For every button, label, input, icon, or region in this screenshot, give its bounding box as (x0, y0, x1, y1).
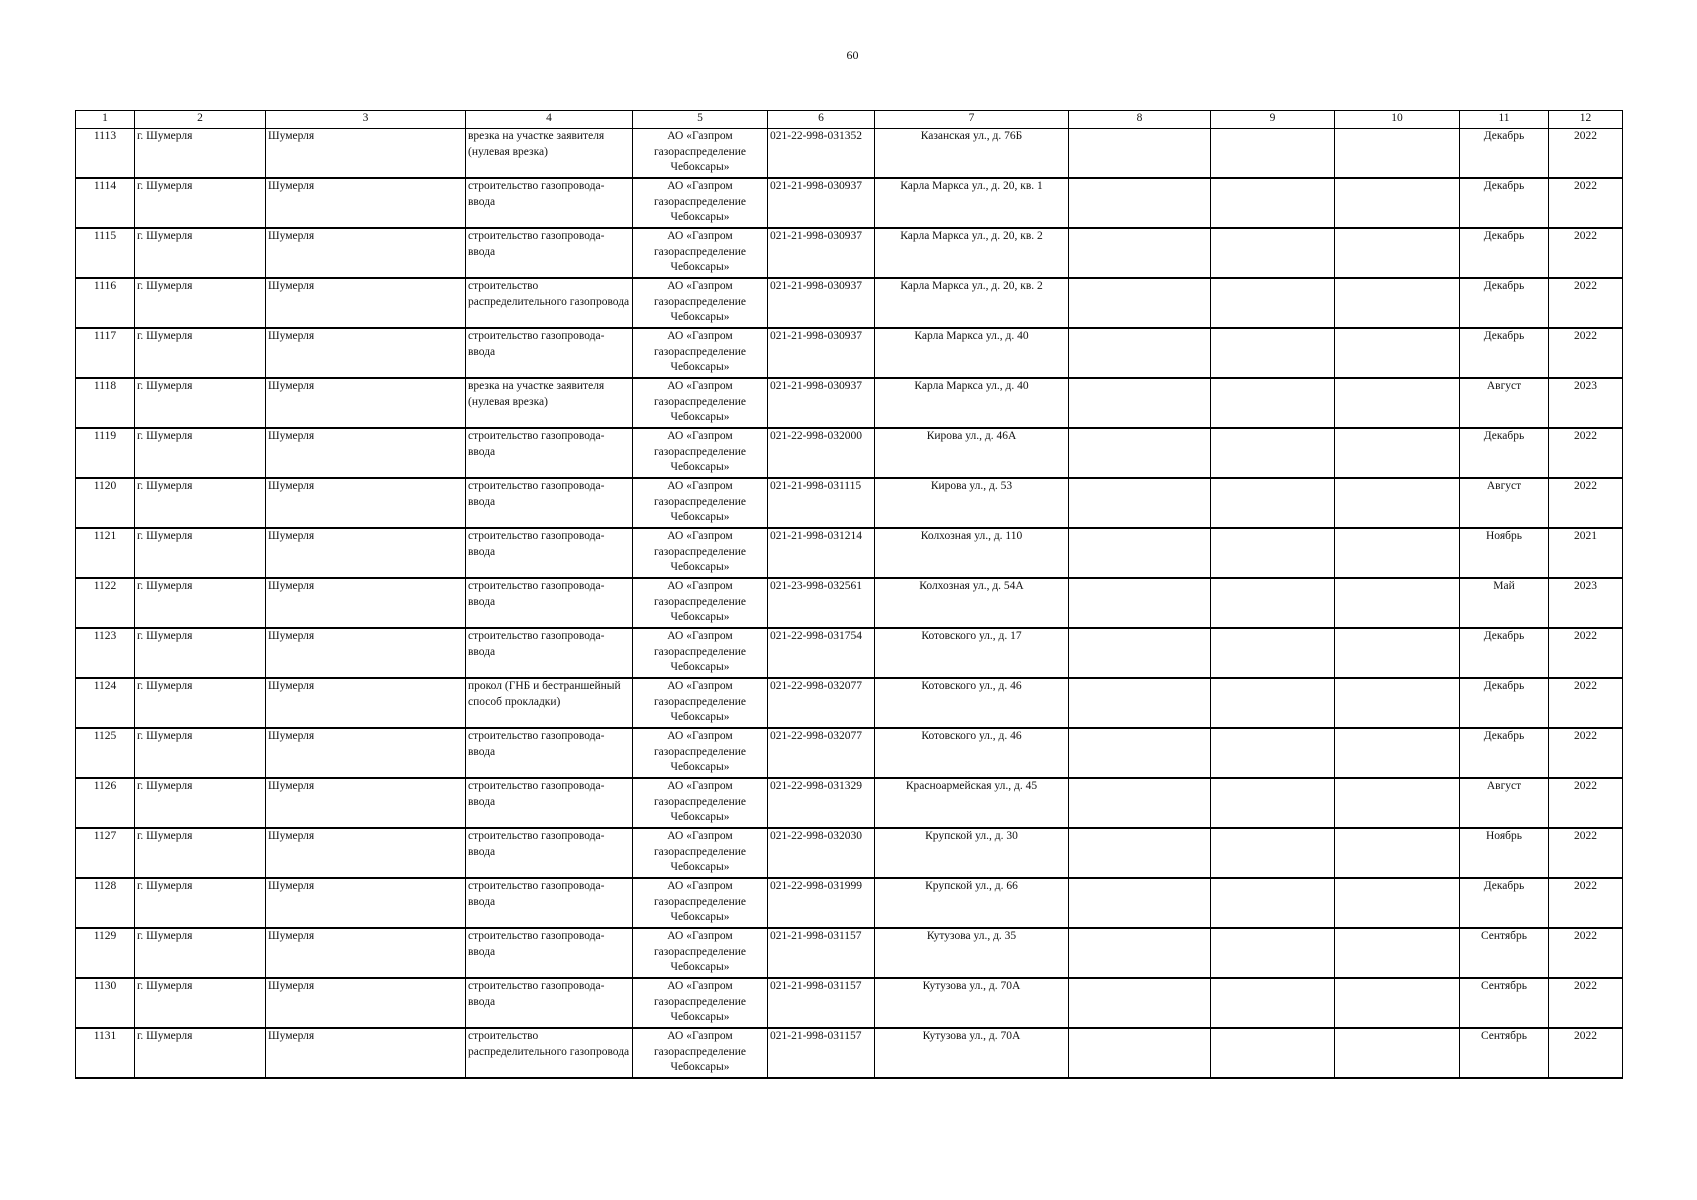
cell-settlement: г. Шумерля (135, 928, 266, 978)
cell-year: 2023 (1549, 578, 1623, 628)
cell-application-number: 021-22-998-032077 (768, 728, 875, 778)
cell-settlement: г. Шумерля (135, 678, 266, 728)
cell-col-10 (1335, 978, 1460, 1028)
cell-application-number: 021-22-998-031754 (768, 628, 875, 678)
cell-col-8 (1069, 828, 1211, 878)
cell-application-number: 021-22-998-031999 (768, 878, 875, 928)
cell-settlement: г. Шумерля (135, 1028, 266, 1078)
cell-organization: АО «Газпром газораспределение Чебоксары» (633, 728, 768, 778)
column-header-11: 11 (1460, 111, 1549, 129)
header-row (76, 111, 1623, 129)
cell-district: Шумерля (266, 978, 466, 1028)
cell-month: Декабрь (1460, 628, 1549, 678)
cell-col-8 (1069, 578, 1211, 628)
cell-work-type: строительство газопровода-ввода (466, 928, 633, 978)
cell-district: Шумерля (266, 778, 466, 828)
table-row (76, 878, 1623, 928)
cell-organization: АО «Газпром газораспределение Чебоксары» (633, 678, 768, 728)
cell-organization: АО «Газпром газораспределение Чебоксары» (633, 228, 768, 278)
table-row (76, 528, 1623, 578)
cell-application-number: 021-22-998-031352 (768, 129, 875, 179)
cell-month: Декабрь (1460, 878, 1549, 928)
cell-application-number: 021-22-998-032030 (768, 828, 875, 878)
cell-settlement: г. Шумерля (135, 828, 266, 878)
cell-district: Шумерля (266, 378, 466, 428)
cell-work-type: строительство газопровода-ввода (466, 828, 633, 878)
cell-month: Август (1460, 778, 1549, 828)
cell-district: Шумерля (266, 278, 466, 328)
cell-col-8 (1069, 428, 1211, 478)
cell-address: Котовского ул., д. 17 (875, 628, 1069, 678)
cell-work-type: строительство газопровода-ввода (466, 178, 633, 228)
table-body (76, 129, 1623, 1079)
cell-address: Кутузова ул., д. 70А (875, 978, 1069, 1028)
cell-year: 2022 (1549, 228, 1623, 278)
cell-work-type: строительство распределительного газопровода (466, 1028, 633, 1078)
table-row (76, 478, 1623, 528)
cell-col-9 (1211, 328, 1335, 378)
cell-work-type: прокол (ГНБ и бестраншейный способ прокладки) (466, 678, 633, 728)
cell-col-10 (1335, 578, 1460, 628)
cell-district: Шумерля (266, 478, 466, 528)
column-header-5: 5 (633, 111, 768, 129)
cell-application-number: 021-21-998-030937 (768, 278, 875, 328)
cell-row-number: 1115 (76, 228, 135, 278)
cell-year: 2022 (1549, 778, 1623, 828)
cell-row-number: 1119 (76, 428, 135, 478)
cell-address: Карла Маркса ул., д. 20, кв. 2 (875, 278, 1069, 328)
cell-col-9 (1211, 1028, 1335, 1078)
cell-organization: АО «Газпром газораспределение Чебоксары» (633, 129, 768, 179)
cell-year: 2022 (1549, 478, 1623, 528)
cell-organization: АО «Газпром газораспределение Чебоксары» (633, 428, 768, 478)
cell-year: 2022 (1549, 678, 1623, 728)
cell-col-10 (1335, 928, 1460, 978)
cell-address: Карла Маркса ул., д. 40 (875, 328, 1069, 378)
cell-col-9 (1211, 278, 1335, 328)
cell-application-number: 021-21-998-031157 (768, 978, 875, 1028)
table-row (76, 728, 1623, 778)
cell-col-10 (1335, 228, 1460, 278)
cell-work-type: строительство газопровода-ввода (466, 478, 633, 528)
cell-col-8 (1069, 478, 1211, 528)
table-row (76, 378, 1623, 428)
cell-application-number: 021-21-998-031214 (768, 528, 875, 578)
cell-row-number: 1125 (76, 728, 135, 778)
cell-organization: АО «Газпром газораспределение Чебоксары» (633, 778, 768, 828)
cell-col-9 (1211, 878, 1335, 928)
cell-year: 2022 (1549, 628, 1623, 678)
cell-row-number: 1129 (76, 928, 135, 978)
cell-row-number: 1126 (76, 778, 135, 828)
cell-month: Август (1460, 378, 1549, 428)
cell-col-8 (1069, 878, 1211, 928)
cell-row-number: 1122 (76, 578, 135, 628)
cell-address: Кирова ул., д. 53 (875, 478, 1069, 528)
cell-col-9 (1211, 828, 1335, 878)
cell-organization: АО «Газпром газораспределение Чебоксары» (633, 1028, 768, 1078)
cell-col-8 (1069, 528, 1211, 578)
cell-col-9 (1211, 178, 1335, 228)
cell-year: 2022 (1549, 178, 1623, 228)
cell-settlement: г. Шумерля (135, 129, 266, 179)
cell-organization: АО «Газпром газораспределение Чебоксары» (633, 328, 768, 378)
cell-address: Казанская ул., д. 76Б (875, 129, 1069, 179)
cell-organization: АО «Газпром газораспределение Чебоксары» (633, 278, 768, 328)
column-header-2: 2 (135, 111, 266, 129)
cell-col-8 (1069, 678, 1211, 728)
cell-organization: АО «Газпром газораспределение Чебоксары» (633, 578, 768, 628)
cell-address: Карла Маркса ул., д. 20, кв. 1 (875, 178, 1069, 228)
table-row (76, 1028, 1623, 1078)
cell-organization: АО «Газпром газораспределение Чебоксары» (633, 828, 768, 878)
cell-col-9 (1211, 728, 1335, 778)
cell-col-9 (1211, 428, 1335, 478)
cell-col-8 (1069, 1028, 1211, 1078)
cell-col-10 (1335, 378, 1460, 428)
cell-col-8 (1069, 328, 1211, 378)
cell-row-number: 1118 (76, 378, 135, 428)
column-header-10: 10 (1335, 111, 1460, 129)
cell-year: 2023 (1549, 378, 1623, 428)
table-row (76, 678, 1623, 728)
cell-application-number: 021-23-998-032561 (768, 578, 875, 628)
cell-settlement: г. Шумерля (135, 278, 266, 328)
table-row (76, 328, 1623, 378)
register-table (75, 110, 1623, 1079)
cell-application-number: 021-21-998-030937 (768, 328, 875, 378)
cell-organization: АО «Газпром газораспределение Чебоксары» (633, 878, 768, 928)
cell-row-number: 1123 (76, 628, 135, 678)
cell-month: Август (1460, 478, 1549, 528)
column-header-12: 12 (1549, 111, 1623, 129)
cell-address: Котовского ул., д. 46 (875, 728, 1069, 778)
cell-col-10 (1335, 478, 1460, 528)
cell-col-10 (1335, 278, 1460, 328)
cell-col-10 (1335, 728, 1460, 778)
cell-district: Шумерля (266, 528, 466, 578)
cell-year: 2021 (1549, 528, 1623, 578)
cell-year: 2022 (1549, 728, 1623, 778)
cell-col-8 (1069, 728, 1211, 778)
cell-year: 2022 (1549, 928, 1623, 978)
cell-district: Шумерля (266, 428, 466, 478)
cell-district: Шумерля (266, 578, 466, 628)
cell-work-type: строительство газопровода-ввода (466, 728, 633, 778)
cell-application-number: 021-21-998-031157 (768, 1028, 875, 1078)
cell-col-8 (1069, 778, 1211, 828)
cell-organization: АО «Газпром газораспределение Чебоксары» (633, 178, 768, 228)
cell-district: Шумерля (266, 129, 466, 179)
cell-district: Шумерля (266, 728, 466, 778)
cell-settlement: г. Шумерля (135, 628, 266, 678)
cell-work-type: строительство распределительного газопровода (466, 278, 633, 328)
cell-address: Кирова ул., д. 46А (875, 428, 1069, 478)
column-header-3: 3 (266, 111, 466, 129)
cell-work-type: строительство газопровода-ввода (466, 978, 633, 1028)
cell-settlement: г. Шумерля (135, 778, 266, 828)
page-number: 60 (846, 48, 859, 62)
cell-organization: АО «Газпром газораспределение Чебоксары» (633, 928, 768, 978)
cell-row-number: 1117 (76, 328, 135, 378)
column-header-6: 6 (768, 111, 875, 129)
cell-row-number: 1131 (76, 1028, 135, 1078)
cell-col-8 (1069, 628, 1211, 678)
cell-work-type: врезка на участке заявителя (нулевая врезка) (466, 129, 633, 179)
cell-address: Красноармейская ул., д. 45 (875, 778, 1069, 828)
cell-application-number: 021-22-998-031329 (768, 778, 875, 828)
cell-col-10 (1335, 828, 1460, 878)
cell-address: Крупской ул., д. 66 (875, 878, 1069, 928)
cell-col-8 (1069, 178, 1211, 228)
cell-month: Сентябрь (1460, 1028, 1549, 1078)
cell-col-8 (1069, 228, 1211, 278)
cell-row-number: 1130 (76, 978, 135, 1028)
cell-col-9 (1211, 228, 1335, 278)
cell-application-number: 021-22-998-032077 (768, 678, 875, 728)
cell-month: Декабрь (1460, 278, 1549, 328)
cell-address: Колхозная ул., д. 54А (875, 578, 1069, 628)
cell-col-9 (1211, 478, 1335, 528)
cell-work-type: строительство газопровода-ввода (466, 628, 633, 678)
cell-row-number: 1113 (76, 129, 135, 179)
cell-year: 2022 (1549, 978, 1623, 1028)
cell-address: Карла Маркса ул., д. 20, кв. 2 (875, 228, 1069, 278)
cell-col-10 (1335, 328, 1460, 378)
cell-address: Колхозная ул., д. 110 (875, 528, 1069, 578)
cell-col-10 (1335, 678, 1460, 728)
cell-year: 2022 (1549, 328, 1623, 378)
cell-settlement: г. Шумерля (135, 328, 266, 378)
cell-work-type: строительство газопровода-ввода (466, 428, 633, 478)
cell-col-9 (1211, 528, 1335, 578)
cell-col-9 (1211, 578, 1335, 628)
cell-col-10 (1335, 628, 1460, 678)
cell-organization: АО «Газпром газораспределение Чебоксары» (633, 378, 768, 428)
table-row (76, 178, 1623, 228)
cell-address: Карла Маркса ул., д. 40 (875, 378, 1069, 428)
cell-row-number: 1128 (76, 878, 135, 928)
cell-row-number: 1120 (76, 478, 135, 528)
cell-month: Декабрь (1460, 428, 1549, 478)
cell-col-10 (1335, 778, 1460, 828)
column-header-8: 8 (1069, 111, 1211, 129)
cell-organization: АО «Газпром газораспределение Чебоксары» (633, 478, 768, 528)
table-row (76, 978, 1623, 1028)
cell-address: Кутузова ул., д. 35 (875, 928, 1069, 978)
cell-district: Шумерля (266, 678, 466, 728)
cell-month: Сентябрь (1460, 978, 1549, 1028)
cell-year: 2022 (1549, 278, 1623, 328)
column-header-4: 4 (466, 111, 633, 129)
cell-month: Декабрь (1460, 228, 1549, 278)
cell-application-number: 021-21-998-030937 (768, 178, 875, 228)
column-header-7: 7 (875, 111, 1069, 129)
cell-settlement: г. Шумерля (135, 228, 266, 278)
cell-work-type: врезка на участке заявителя (нулевая врезка) (466, 378, 633, 428)
cell-month: Декабрь (1460, 678, 1549, 728)
cell-district: Шумерля (266, 828, 466, 878)
cell-application-number: 021-21-998-030937 (768, 228, 875, 278)
cell-address: Кутузова ул., д. 70А (875, 1028, 1069, 1078)
cell-settlement: г. Шумерля (135, 578, 266, 628)
cell-col-10 (1335, 129, 1460, 179)
table-row (76, 428, 1623, 478)
cell-col-10 (1335, 528, 1460, 578)
table-row (76, 278, 1623, 328)
cell-work-type: строительство газопровода-ввода (466, 328, 633, 378)
table-row (76, 228, 1623, 278)
cell-work-type: строительство газопровода-ввода (466, 878, 633, 928)
cell-application-number: 021-21-998-031157 (768, 928, 875, 978)
cell-row-number: 1127 (76, 828, 135, 878)
cell-row-number: 1114 (76, 178, 135, 228)
cell-col-10 (1335, 878, 1460, 928)
table-row (76, 778, 1623, 828)
cell-month: Сентябрь (1460, 928, 1549, 978)
cell-month: Декабрь (1460, 328, 1549, 378)
table-row (76, 928, 1623, 978)
cell-organization: АО «Газпром газораспределение Чебоксары» (633, 528, 768, 578)
cell-work-type: строительство газопровода-ввода (466, 578, 633, 628)
cell-month: Декабрь (1460, 728, 1549, 778)
table-row (76, 828, 1623, 878)
cell-district: Шумерля (266, 178, 466, 228)
cell-year: 2022 (1549, 428, 1623, 478)
cell-address: Крупской ул., д. 30 (875, 828, 1069, 878)
cell-col-9 (1211, 378, 1335, 428)
cell-settlement: г. Шумерля (135, 978, 266, 1028)
cell-application-number: 021-21-998-030937 (768, 378, 875, 428)
cell-year: 2022 (1549, 1028, 1623, 1078)
cell-settlement: г. Шумерля (135, 478, 266, 528)
cell-settlement: г. Шумерля (135, 428, 266, 478)
cell-application-number: 021-21-998-031115 (768, 478, 875, 528)
cell-district: Шумерля (266, 928, 466, 978)
cell-application-number: 021-22-998-032000 (768, 428, 875, 478)
cell-month: Ноябрь (1460, 528, 1549, 578)
table-row (76, 628, 1623, 678)
cell-address: Котовского ул., д. 46 (875, 678, 1069, 728)
cell-settlement: г. Шумерля (135, 528, 266, 578)
column-header-1: 1 (76, 111, 135, 129)
cell-settlement: г. Шумерля (135, 178, 266, 228)
cell-district: Шумерля (266, 228, 466, 278)
cell-col-9 (1211, 978, 1335, 1028)
cell-row-number: 1121 (76, 528, 135, 578)
cell-row-number: 1116 (76, 278, 135, 328)
cell-col-10 (1335, 178, 1460, 228)
cell-row-number: 1124 (76, 678, 135, 728)
cell-col-10 (1335, 428, 1460, 478)
cell-work-type: строительство газопровода-ввода (466, 778, 633, 828)
cell-col-9 (1211, 129, 1335, 179)
cell-col-9 (1211, 628, 1335, 678)
cell-district: Шумерля (266, 1028, 466, 1078)
cell-settlement: г. Шумерля (135, 878, 266, 928)
cell-month: Декабрь (1460, 178, 1549, 228)
cell-year: 2022 (1549, 129, 1623, 179)
cell-organization: АО «Газпром газораспределение Чебоксары» (633, 628, 768, 678)
cell-district: Шумерля (266, 878, 466, 928)
cell-year: 2022 (1549, 828, 1623, 878)
cell-year: 2022 (1549, 878, 1623, 928)
cell-settlement: г. Шумерля (135, 378, 266, 428)
cell-organization: АО «Газпром газораспределение Чебоксары» (633, 978, 768, 1028)
cell-col-9 (1211, 778, 1335, 828)
cell-col-8 (1069, 129, 1211, 179)
table-row (76, 578, 1623, 628)
cell-col-8 (1069, 278, 1211, 328)
cell-month: Май (1460, 578, 1549, 628)
cell-month: Декабрь (1460, 129, 1549, 179)
cell-work-type: строительство газопровода-ввода (466, 228, 633, 278)
cell-col-8 (1069, 978, 1211, 1028)
column-header-9: 9 (1211, 111, 1335, 129)
cell-col-9 (1211, 928, 1335, 978)
table-row (76, 129, 1623, 179)
cell-month: Ноябрь (1460, 828, 1549, 878)
cell-settlement: г. Шумерля (135, 728, 266, 778)
cell-col-8 (1069, 928, 1211, 978)
cell-col-8 (1069, 378, 1211, 428)
cell-district: Шумерля (266, 628, 466, 678)
cell-col-10 (1335, 1028, 1460, 1078)
cell-district: Шумерля (266, 328, 466, 378)
cell-col-9 (1211, 678, 1335, 728)
cell-work-type: строительство газопровода-ввода (466, 528, 633, 578)
